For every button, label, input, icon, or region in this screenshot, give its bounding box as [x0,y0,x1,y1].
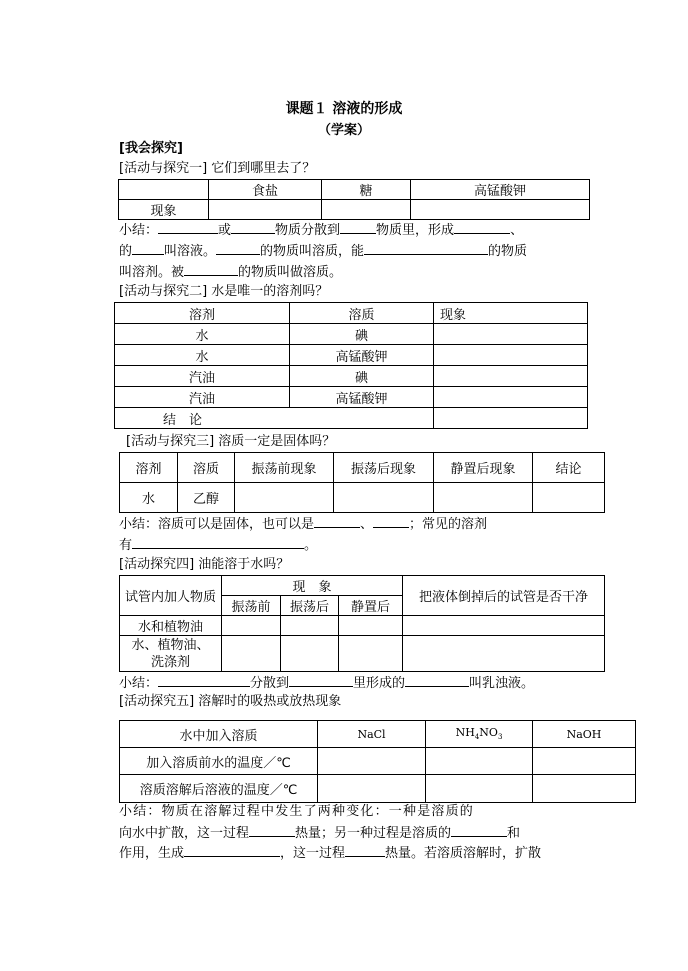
table-cell: 高锰酸钾 [290,387,434,408]
table-header: 静置后 [339,596,403,616]
blank[interactable] [184,262,238,276]
summary5-line2: 向水中扩散，这一过程 热量；另一种过程是溶质的 和 [119,823,520,843]
table-header: NaCl [318,721,426,748]
summary5-line3: 作用，生成 ，这一过程 热量。若溶质溶解时，扩散 [119,843,541,863]
table-header: 现 象 [222,576,403,596]
table-cell[interactable] [434,324,588,345]
table-cell[interactable] [434,366,588,387]
table-cell[interactable] [334,483,434,513]
table-cell: 高锰酸钾 [290,345,434,366]
table-cell[interactable] [434,387,588,408]
table-header: 现象 [434,303,588,324]
table-header: 溶剂 [115,303,290,324]
table-header: 把液体倒掉后的试管是否干净 [403,576,605,616]
table-header: 溶质 [290,303,434,324]
activity2-heading: [活动与探究二] 水是唯一的溶剂吗？ [119,284,329,299]
table-cell[interactable] [281,616,339,636]
row-label: 溶质溶解后溶液的温度／℃ [120,775,318,803]
table-cell[interactable] [403,636,605,672]
activity3-table [119,452,605,513]
table-header: 糖 [322,180,411,200]
section-heading: [我会探究] [119,141,183,156]
page-subtitle: （学案） [317,123,370,138]
activity4-table [119,575,605,672]
table-header: NaOH [533,721,636,748]
blank[interactable] [231,220,275,234]
table-header: $NH_4NO_3$ [426,721,533,748]
table-cell[interactable] [222,616,281,636]
activity3-heading: [活动与探究三] 溶质一定是固体吗？ [126,434,336,449]
table-cell: 水 [115,345,290,366]
table-cell: 水、植物油、 洗涤剂 [120,636,222,672]
table-header: 振荡后 [281,596,339,616]
row-label: 现象 [119,200,209,220]
table-cell [119,180,209,200]
table-cell[interactable] [281,636,339,672]
table-cell[interactable] [235,483,334,513]
table-header: 溶剂 [120,453,178,483]
table-cell[interactable] [533,483,605,513]
table-cell[interactable] [411,200,590,220]
summary1-line1: 小结： 或 物质分散到 物质里，形成 、 [119,220,523,240]
table-cell[interactable] [434,408,588,429]
table-cell[interactable] [426,775,533,803]
table-header: 高锰酸钾 [411,180,590,200]
table-cell: 乙醇 [178,483,235,513]
blank[interactable] [132,535,304,549]
table-header: 振荡后现象 [334,453,434,483]
table-cell[interactable] [318,748,426,775]
activity1-table [118,179,590,220]
table-cell[interactable] [339,616,403,636]
blank[interactable] [451,823,507,837]
blank[interactable] [158,220,218,234]
blank[interactable] [345,843,385,857]
summary1-line3: 叫溶剂。被 的物质叫做溶质。 [119,262,342,282]
table-cell[interactable] [434,483,533,513]
activity2-table [114,302,588,429]
summary5-line1: 小结：物质在溶解过程中发生了两种变化：一种是溶质的 [119,804,475,819]
blank[interactable] [249,823,295,837]
blank[interactable] [314,514,360,528]
table-header: 结论 [533,453,605,483]
table-header: 静置后现象 [434,453,533,483]
blank[interactable] [364,241,488,255]
table-cell[interactable] [322,200,411,220]
summary4-line1: 小结： 分散到 里形成的 叫乳浊液。 [119,673,534,693]
conclusion-label: 结 论 [115,408,434,429]
blank[interactable] [405,673,469,687]
blank[interactable] [158,673,250,687]
page-title: 课题１ 溶液的形成 [285,101,403,117]
table-cell: 碘 [290,324,434,345]
table-header: 振荡前 [222,596,281,616]
summary1-line2: 的 叫溶液。 的物质叫溶质，能 的物质 [119,241,527,261]
table-cell: 碘 [290,366,434,387]
blank[interactable] [454,220,510,234]
table-cell[interactable] [339,636,403,672]
table-cell[interactable] [533,775,636,803]
blank[interactable] [184,843,280,857]
activity4-heading: [活动探究四] 油能溶于水吗？ [119,557,290,572]
activity1-heading: [活动与探究一] 它们到哪里去了？ [119,161,316,176]
table-header: 溶质 [178,453,235,483]
table-header: 水中加入溶质 [120,721,318,748]
summary3-line1: 小结：溶质可以是固体，也可以是 、 ；常见的溶剂 [119,514,487,534]
blank[interactable] [216,241,260,255]
table-cell[interactable] [533,748,636,775]
blank[interactable] [289,673,353,687]
table-cell: 水 [115,324,290,345]
blank[interactable] [132,241,164,255]
summary3-line2: 有 。 [119,535,317,555]
activity5-table [119,720,636,803]
blank[interactable] [340,220,376,234]
table-cell[interactable] [318,775,426,803]
table-cell[interactable] [209,200,322,220]
table-cell[interactable] [222,636,281,672]
table-cell: 汽油 [115,366,290,387]
table-cell[interactable] [403,616,605,636]
table-cell: 水 [120,483,178,513]
activity5-heading: [活动探究五] 溶解时的吸热或放热现象 [119,694,342,709]
blank[interactable] [373,514,409,528]
table-header: 试管内加人物质 [120,576,222,616]
table-header: 振荡前现象 [235,453,334,483]
row-label: 加入溶质前水的温度／℃ [120,748,318,775]
table-cell[interactable] [434,345,588,366]
table-header: 食盐 [209,180,322,200]
table-cell[interactable] [426,748,533,775]
table-cell: 水和植物油 [120,616,222,636]
table-cell: 汽油 [115,387,290,408]
